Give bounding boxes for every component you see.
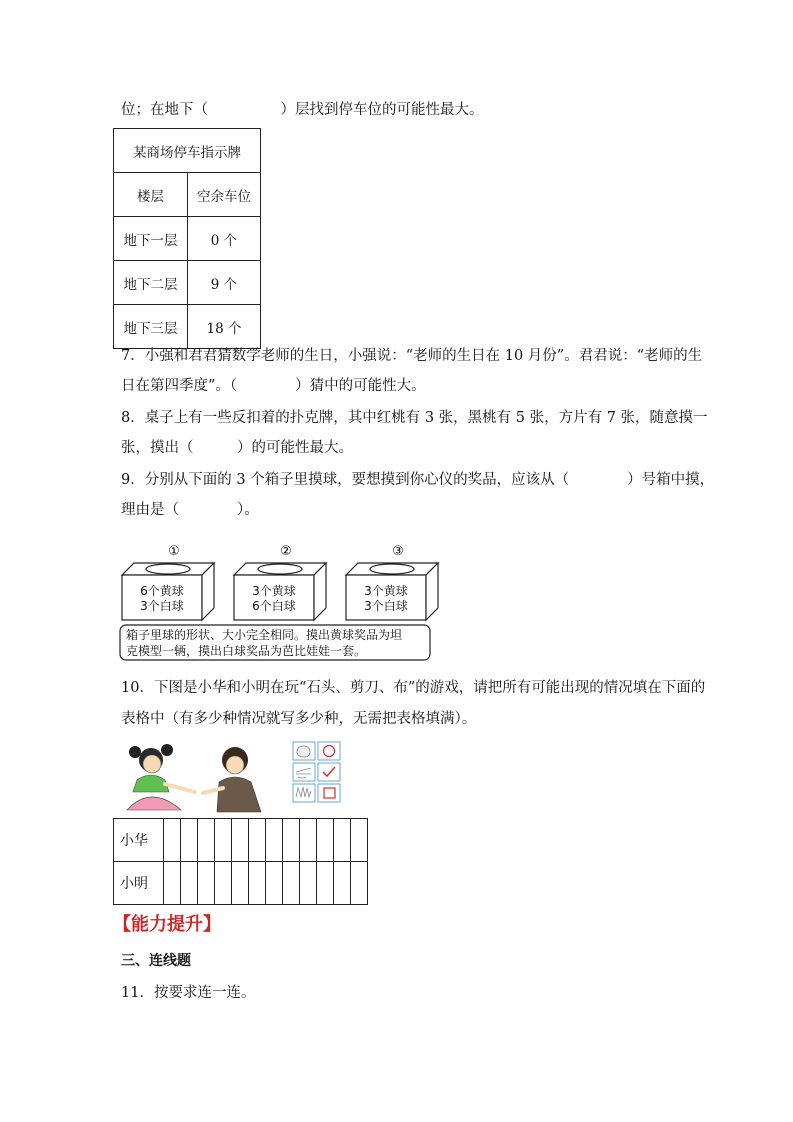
- cell-xiaoming-7[interactable]: [266, 862, 283, 905]
- q7-line1: 7．小强和君君猜数学老师的生日，小强说：“老师的生日在 10 月份”。君君说：“老师的生: [121, 348, 703, 364]
- cell-xiaohua-12[interactable]: [351, 819, 368, 862]
- boxes-figure: [117, 538, 447, 668]
- cell-xiaohua-1[interactable]: [164, 819, 181, 862]
- row2-spots: 9 个: [188, 261, 261, 305]
- row-label-xiaoming: 小明: [114, 862, 164, 905]
- rps-legend: [292, 741, 342, 803]
- row3-floor: 地下三层: [114, 305, 188, 349]
- cell-xiaohua-2[interactable]: [181, 819, 198, 862]
- section3-heading: 三、连线题: [121, 953, 191, 969]
- rock-hand-icon: [297, 746, 310, 757]
- q9-line2: 理由是（ ）。: [121, 502, 259, 518]
- box3-yellow: 3个黄球: [364, 584, 408, 598]
- cell-xiaoming-8[interactable]: [283, 862, 300, 905]
- q10-line1: 10．下图是小华和小明在玩“石头、剪刀、布”的游戏，请把所有可能出现的情况填在下面的: [121, 680, 706, 696]
- box1-top: [122, 563, 214, 575]
- cell-xiaohua-9[interactable]: [300, 819, 317, 862]
- cell-xiaoming-3[interactable]: [198, 862, 215, 905]
- children-illustration: [123, 740, 273, 815]
- cell-xiaohua-7[interactable]: [266, 819, 283, 862]
- cell-xiaoming-11[interactable]: [334, 862, 351, 905]
- box1-number: ①: [168, 544, 180, 559]
- cell-xiaoming-5[interactable]: [232, 862, 249, 905]
- cell-xiaohua-10[interactable]: [317, 819, 334, 862]
- box1-yellow: 6个黄球: [140, 584, 184, 598]
- box3-number: ③: [392, 544, 404, 559]
- cell-xiaohua-3[interactable]: [198, 819, 215, 862]
- q10-line2: 表格中（有多少种情况就写多少种，无需把表格填满）。: [121, 711, 477, 727]
- cell-xiaoming-9[interactable]: [300, 862, 317, 905]
- cell-xiaohua-5[interactable]: [232, 819, 249, 862]
- header-spots: 空余车位: [188, 173, 261, 217]
- box-note-line1: 箱子里球的形状、大小完全相同。摸出黄球奖品为坦: [126, 628, 403, 642]
- cell-xiaohua-4[interactable]: [215, 819, 232, 862]
- box3-white: 3个白球: [364, 599, 408, 613]
- box2-top: [234, 563, 326, 575]
- row1-floor: 地下一层: [114, 217, 188, 261]
- row3-spots: 18 个: [188, 305, 261, 349]
- box2-number: ②: [280, 544, 292, 559]
- box1-white: 3个白球: [140, 599, 184, 613]
- game-table: [113, 818, 368, 905]
- cell-xiaohua-11[interactable]: [334, 819, 351, 862]
- q11-text: 11．按要求连一连。: [121, 985, 256, 1001]
- q8-line2: 张，摸出（ ）的可能性最大。: [121, 440, 353, 456]
- section-ability-heading: 【能力提升】: [113, 914, 221, 935]
- row-label-xiaohua: 小华: [114, 819, 164, 862]
- cell-xiaohua-6[interactable]: [249, 819, 266, 862]
- q6-tail: 位；在地下（ ）层找到停车位的可能性最大。: [121, 102, 484, 118]
- header-floor: 楼层: [114, 173, 188, 217]
- row1-spots: 0 个: [188, 217, 261, 261]
- cell-xiaoming-10[interactable]: [317, 862, 334, 905]
- box3-top: [346, 563, 438, 575]
- box2-yellow: 3个黄球: [252, 584, 296, 598]
- cell-xiaohua-8[interactable]: [283, 819, 300, 862]
- q9-line1: 9．分别从下面的 3 个箱子里摸球，要想摸到你心仪的奖品，应该从（ ）号箱中摸，: [121, 472, 715, 488]
- q7-line2: 日在第四季度”。（ ）猜中的可能性大。: [121, 378, 426, 394]
- parking-table: [113, 128, 261, 349]
- cell-xiaoming-1[interactable]: [164, 862, 181, 905]
- box-note-line2: 克模型一辆，摸出白球奖品为芭比娃娃一套。: [126, 644, 367, 658]
- cell-xiaoming-12[interactable]: [351, 862, 368, 905]
- cell-xiaoming-2[interactable]: [181, 862, 198, 905]
- cell-xiaoming-6[interactable]: [249, 862, 266, 905]
- cell-xiaoming-4[interactable]: [215, 862, 232, 905]
- row2-floor: 地下二层: [114, 261, 188, 305]
- q8-line1: 8．桌子上有一些反扣着的扑克牌，其中红桃有 3 张，黑桃有 5 张，方片有 7 张，随意摸一: [121, 410, 708, 426]
- parking-table-title: 某商场停车指示牌: [114, 129, 261, 173]
- box2-white: 6个白球: [252, 599, 296, 613]
